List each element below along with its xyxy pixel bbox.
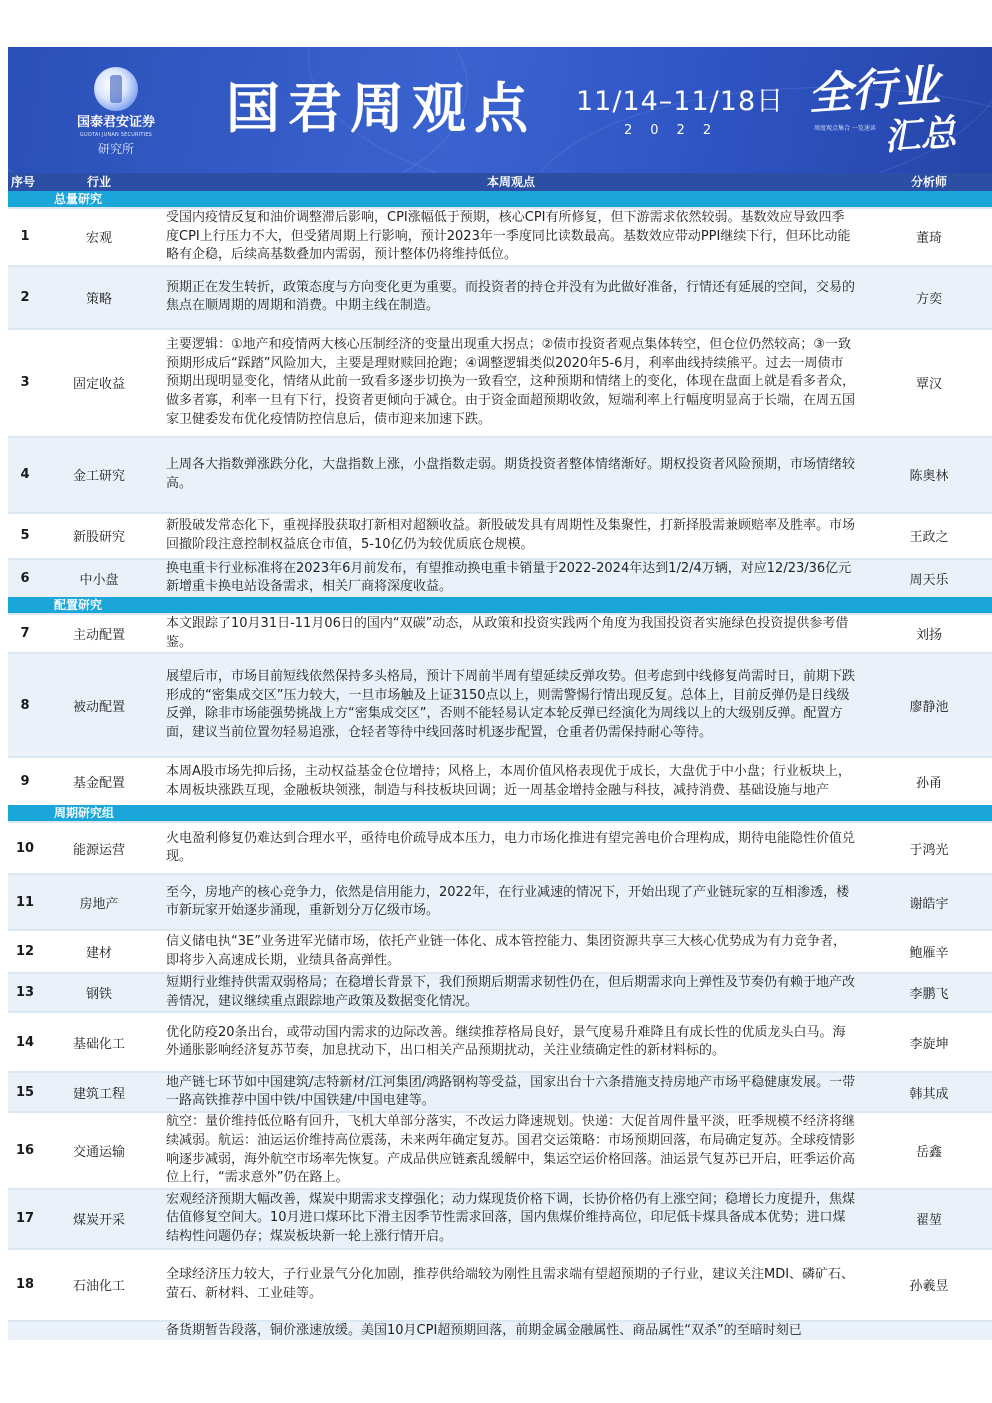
section-title: 周期研究组 bbox=[8, 805, 992, 822]
analyst-cell: 岳鑫 bbox=[866, 1112, 992, 1188]
section-title: 总量研究 bbox=[8, 191, 992, 208]
industry-cell: 新股研究 bbox=[42, 513, 156, 559]
table-row bbox=[8, 1249, 992, 1321]
row-number: 6 bbox=[8, 559, 42, 597]
table-header-row bbox=[8, 173, 992, 191]
row-number: 7 bbox=[8, 614, 42, 653]
industry-cell: 基金配置 bbox=[42, 757, 156, 805]
table-body bbox=[8, 191, 992, 1340]
row-number: 13 bbox=[8, 973, 42, 1012]
table-row bbox=[8, 513, 992, 559]
row-number: 14 bbox=[8, 1012, 42, 1072]
table-row bbox=[8, 1189, 992, 1249]
badge-title: 全行业 bbox=[806, 60, 942, 121]
analyst-cell: 翟堃 bbox=[866, 1189, 992, 1249]
industry-cell: 被动配置 bbox=[42, 653, 156, 757]
view-cell: 航空：量价维持低位略有回升，飞机大单部分落实，不改运力降速规划。快递：大促首周件量平淡，旺季规模不经济将继续减弱。航运：油运运价维持高位震荡，未来两年确定复苏。国君交运策略：市场预期回落，布局确定复苏。全球疫情影响逐步减弱，海外航空市场率先恢复。产成品供应链紊乱缓解中，集运空运价格回落。油运景气复苏已开启，旺季运价高位上行，“需求意外”仍在路上。 bbox=[156, 1112, 866, 1188]
section-title: 配置研究 bbox=[8, 597, 992, 614]
table-row bbox=[8, 614, 992, 653]
view-cell: 至今，房地产的核心竞争力，依然是信用能力，2022年，在行业减速的情况下，开始出现了产业链玩家的互相渗透，楼市新玩家开始逐步涌现，重新划分万亿级市场。 bbox=[156, 874, 866, 930]
view-cell: 本周A股市场先抑后扬，主动权益基金仓位增持；风格上，本周价值风格表现优于成长，大盘优于中小盘；行业板块上，本周板块涨跌互现，金融板块领涨，制造与科技板块回调；近一周基金增持金融与科技，减持消费、基础设施与地产 bbox=[156, 757, 866, 805]
view-cell: 宏观经济预期大幅改善，煤炭中期需求支撑强化；动力煤现货价格下调，长协价格仍有上涨空间；稳增长力度提升，焦煤估值修复空间大。10月进口煤环比下滑主因季节性需求回落，国内焦煤价维持高位，印尼低卡煤具备成本优势；进口煤结构性问题仍存；煤炭板块新一轮上涨行情开启。 bbox=[156, 1189, 866, 1249]
view-cell: 新股破发常态化下，重视择股获取打新相对超额收益。新股破发具有周期性及集聚性，打新择股需兼顾赔率及胜率。市场回撤阶段注意控制权益底仓市值，5-10亿仍为较优质底仓规模。 bbox=[156, 513, 866, 559]
analyst-cell: 廖静池 bbox=[866, 653, 992, 757]
row-number: 4 bbox=[8, 437, 42, 513]
report-year: 2022 bbox=[624, 123, 730, 138]
table-row bbox=[8, 757, 992, 805]
view-cell: 火电盈利修复仍难达到合理水平，亟待电价疏导成本压力，电力市场化推进有望完善电价合理构成，期待电能隐性价值兑现。 bbox=[156, 822, 866, 874]
row-number: 3 bbox=[8, 329, 42, 437]
analyst-cell: 鲍雁辛 bbox=[866, 930, 992, 973]
table-row bbox=[8, 822, 992, 874]
table-row bbox=[8, 1012, 992, 1072]
table-row bbox=[8, 653, 992, 757]
view-cell: 换电重卡行业标准将在2023年6月前发布，有望推动换电重卡销量于2022-2024年达到1/2/4万辆，对应12/23/36亿元新增重卡换电站设备需求，相关厂商将深度收益。 bbox=[156, 559, 866, 597]
date-range: 11/14–11/18日 bbox=[576, 86, 785, 117]
industry-cell: 煤炭开采 bbox=[42, 1189, 156, 1249]
industry-cell: 中小盘 bbox=[42, 559, 156, 597]
analyst-cell: 陈奥林 bbox=[866, 437, 992, 513]
analyst-cell: 刘扬 bbox=[866, 614, 992, 653]
view-cell: 展望后市，市场目前短线依然保持多头格局，预计下周前半周有望延续反弹攻势。但考虑到中线修复尚需时日，前期下跌形成的“密集成交区”压力较大，一旦市场触及上证3150点以上，则需警惕行情出现反复。总体上，目前反弹仍是日线级反弹，除非市场能强势挑战上方“密集成交区”，否则不能轻易认定本轮反弹已经演化为周线以上的大级别反弹。配置方面，建议当前位置勿轻易追涨，仓轻者等待中线回落时机逐步配置，仓重者仍需保持耐心等待。 bbox=[156, 653, 866, 757]
table-row bbox=[8, 208, 992, 266]
analyst-cell: 董琦 bbox=[866, 208, 992, 266]
report-title: 国君周观点 bbox=[226, 76, 536, 140]
view-cell: 全球经济压力较大，子行业景气分化加剧，推荐供给端较为刚性且需求端有望超预期的子行业，建议关注MDI、磷矿石、萤石、新材料、工业硅等。 bbox=[156, 1249, 866, 1321]
view-cell: 本文跟踪了10月31日-11月06日的国内“双碳”动态，从政策和投资实践两个角度为我国投资者实施绿色投资提供参考借鉴。 bbox=[156, 614, 866, 653]
table-row bbox=[8, 1072, 992, 1112]
row-number: 1 bbox=[8, 208, 42, 266]
table-row bbox=[8, 874, 992, 930]
analyst-cell: 韩其成 bbox=[866, 1072, 992, 1112]
view-cell: 信义储电执“3E”业务进军光储市场，依托产业链一体化、成本管控能力、集团资源共享三大核心优势成为有力竞争者，即将步入高速成长期，业绩具备高弹性。 bbox=[156, 930, 866, 973]
analyst-cell bbox=[866, 1321, 992, 1340]
analyst-cell: 李旋坤 bbox=[866, 1012, 992, 1072]
logo-sub: GUOTAI JUNAN SECURITIES bbox=[79, 132, 153, 138]
table-row bbox=[8, 266, 992, 329]
row-number bbox=[8, 1321, 42, 1340]
row-number: 9 bbox=[8, 757, 42, 805]
analyst-cell: 孙甬 bbox=[866, 757, 992, 805]
badge-title-2: 汇总 bbox=[882, 111, 958, 159]
industry-cell: 策略 bbox=[42, 266, 156, 329]
section-header-row bbox=[8, 805, 992, 822]
industry-cell: 宏观 bbox=[42, 208, 156, 266]
logo-mark-icon bbox=[94, 67, 138, 111]
industry-cell: 建筑工程 bbox=[42, 1072, 156, 1112]
section-header-row bbox=[8, 191, 992, 208]
row-number: 10 bbox=[8, 822, 42, 874]
analyst-cell: 方奕 bbox=[866, 266, 992, 329]
row-number: 2 bbox=[8, 266, 42, 329]
industry-cell: 固定收益 bbox=[42, 329, 156, 437]
row-number: 8 bbox=[8, 653, 42, 757]
analyst-cell: 王政之 bbox=[866, 513, 992, 559]
analyst-cell: 周天乐 bbox=[866, 559, 992, 597]
industry-cell: 钢铁 bbox=[42, 973, 156, 1012]
view-cell: 受国内疫情反复和油价调整滞后影响，CPI涨幅低于预期，核心CPI有所修复，但下游需求依然较弱。基数效应导致四季度CPI上行压力不大，但受猪周期上行影响，预计2023年一季度同比读数最高。基数效应带动PPI继续下行，但环比动能略有企稳，后续高基数叠加内需弱，预计整体仍将维持低位。 bbox=[156, 208, 866, 266]
row-number: 5 bbox=[8, 513, 42, 559]
view-cell: 预期正在发生转折，政策态度与方向变化更为重要。而投资者的持仓并没有为此做好准备，行情还有延展的空间，交易的焦点在顺周期的周期和消费。中期主线在制造。 bbox=[156, 266, 866, 329]
industry-cell: 建材 bbox=[42, 930, 156, 973]
view-cell: 上周各大指数弹涨跌分化，大盘指数上涨，小盘指数走弱。期货投资者整体情绪渐好。期权投资者风险预期，市场情绪较高。 bbox=[156, 437, 866, 513]
column-header-view: 本周观点 bbox=[156, 173, 866, 191]
industry-cell: 金工研究 bbox=[42, 437, 156, 513]
industry-cell: 基础化工 bbox=[42, 1012, 156, 1072]
industry-cell: 石油化工 bbox=[42, 1249, 156, 1321]
table-row bbox=[8, 1321, 992, 1340]
table-row bbox=[8, 559, 992, 597]
section-header-row bbox=[8, 597, 992, 614]
header-banner bbox=[8, 47, 992, 173]
table-row bbox=[8, 437, 992, 513]
analyst-cell: 孙羲昱 bbox=[866, 1249, 992, 1321]
view-cell: 备货期暂告段落，铜价涨速放缓。美国10月CPI超预期回落，前期金属金融属性、商品属性“双杀”的至暗时刻已 bbox=[156, 1321, 866, 1340]
table-row bbox=[8, 973, 992, 1012]
table-row bbox=[8, 930, 992, 973]
views-table bbox=[8, 173, 992, 1340]
column-header-analyst: 分析师 bbox=[866, 173, 992, 191]
column-header-industry: 行业 bbox=[42, 173, 156, 191]
analyst-cell: 李鹏飞 bbox=[866, 973, 992, 1012]
logo-dept: 研究所 bbox=[97, 142, 134, 156]
analyst-cell: 覃汉 bbox=[866, 329, 992, 437]
view-cell: 优化防疫20条出台，或带动国内需求的边际改善。继续推荐格局良好，景气度易升难降且有成长性的优质龙头白马。海外通胀影响经济复苏节奏，加息扰动下，出口相关产品预期扰动，关注业绩确定性的新材料标的。 bbox=[156, 1012, 866, 1072]
industry-cell: 能源运营 bbox=[42, 822, 156, 874]
row-number: 18 bbox=[8, 1249, 42, 1321]
industry-cell: 交通运输 bbox=[42, 1112, 156, 1188]
analyst-cell: 于鸿光 bbox=[866, 822, 992, 874]
industry-cell: 主动配置 bbox=[42, 614, 156, 653]
industry-cell bbox=[42, 1321, 156, 1340]
row-number: 15 bbox=[8, 1072, 42, 1112]
badge-subtitle: 周度观点集合 一览速读 bbox=[814, 125, 876, 132]
report-page bbox=[8, 47, 992, 1365]
table-row bbox=[8, 329, 992, 437]
table-row bbox=[8, 1112, 992, 1188]
industry-cell: 房地产 bbox=[42, 874, 156, 930]
analyst-cell: 谢皓宇 bbox=[866, 874, 992, 930]
row-number: 16 bbox=[8, 1112, 42, 1188]
view-cell: 地产链七环节如中国建筑/志特新材/江河集团/鸿路钢构等受益，国家出台十六条措施支持房地产市场平稳健康发展。一带一路高铁推荐中国中铁/中国铁建/中国电建等。 bbox=[156, 1072, 866, 1112]
row-number: 12 bbox=[8, 930, 42, 973]
view-cell: 短期行业维持供需双弱格局；在稳增长背景下，我们预期后期需求韧性仍在，但后期需求向上弹性及节奏仍有赖于地产改善情况，建议继续重点跟踪地产政策及数据变化情况。 bbox=[156, 973, 866, 1012]
row-number: 17 bbox=[8, 1189, 42, 1249]
column-header-no: 序号 bbox=[8, 173, 42, 191]
row-number: 11 bbox=[8, 874, 42, 930]
company-logo bbox=[68, 67, 164, 157]
view-cell: 主要逻辑：①地产和疫情两大核心压制经济的变量出现重大拐点；②债市投资者观点集体转空，但仓位仍然较高；③一致预期形成后“踩踏”风险加大，主要是理财赎回抢跑；④调整逻辑类似2020年5-6月，利率曲线持续熊平。过去一周债市预期出现明显变化，情绪从此前一致看多逐步切换为一致看空，这种预期和情绪上的变化，体现在盘面上就是看多者众，做多者寡，利率一旦有下行，投资者更倾向于减仓。由于资金面超预期收敛，短端利率上行幅度明显高于长端，在周五国家卫健委发布优化疫情防控信息后，债市迎来加速下跌。 bbox=[156, 329, 866, 437]
logo-name: 国泰君安证券 bbox=[76, 115, 155, 130]
